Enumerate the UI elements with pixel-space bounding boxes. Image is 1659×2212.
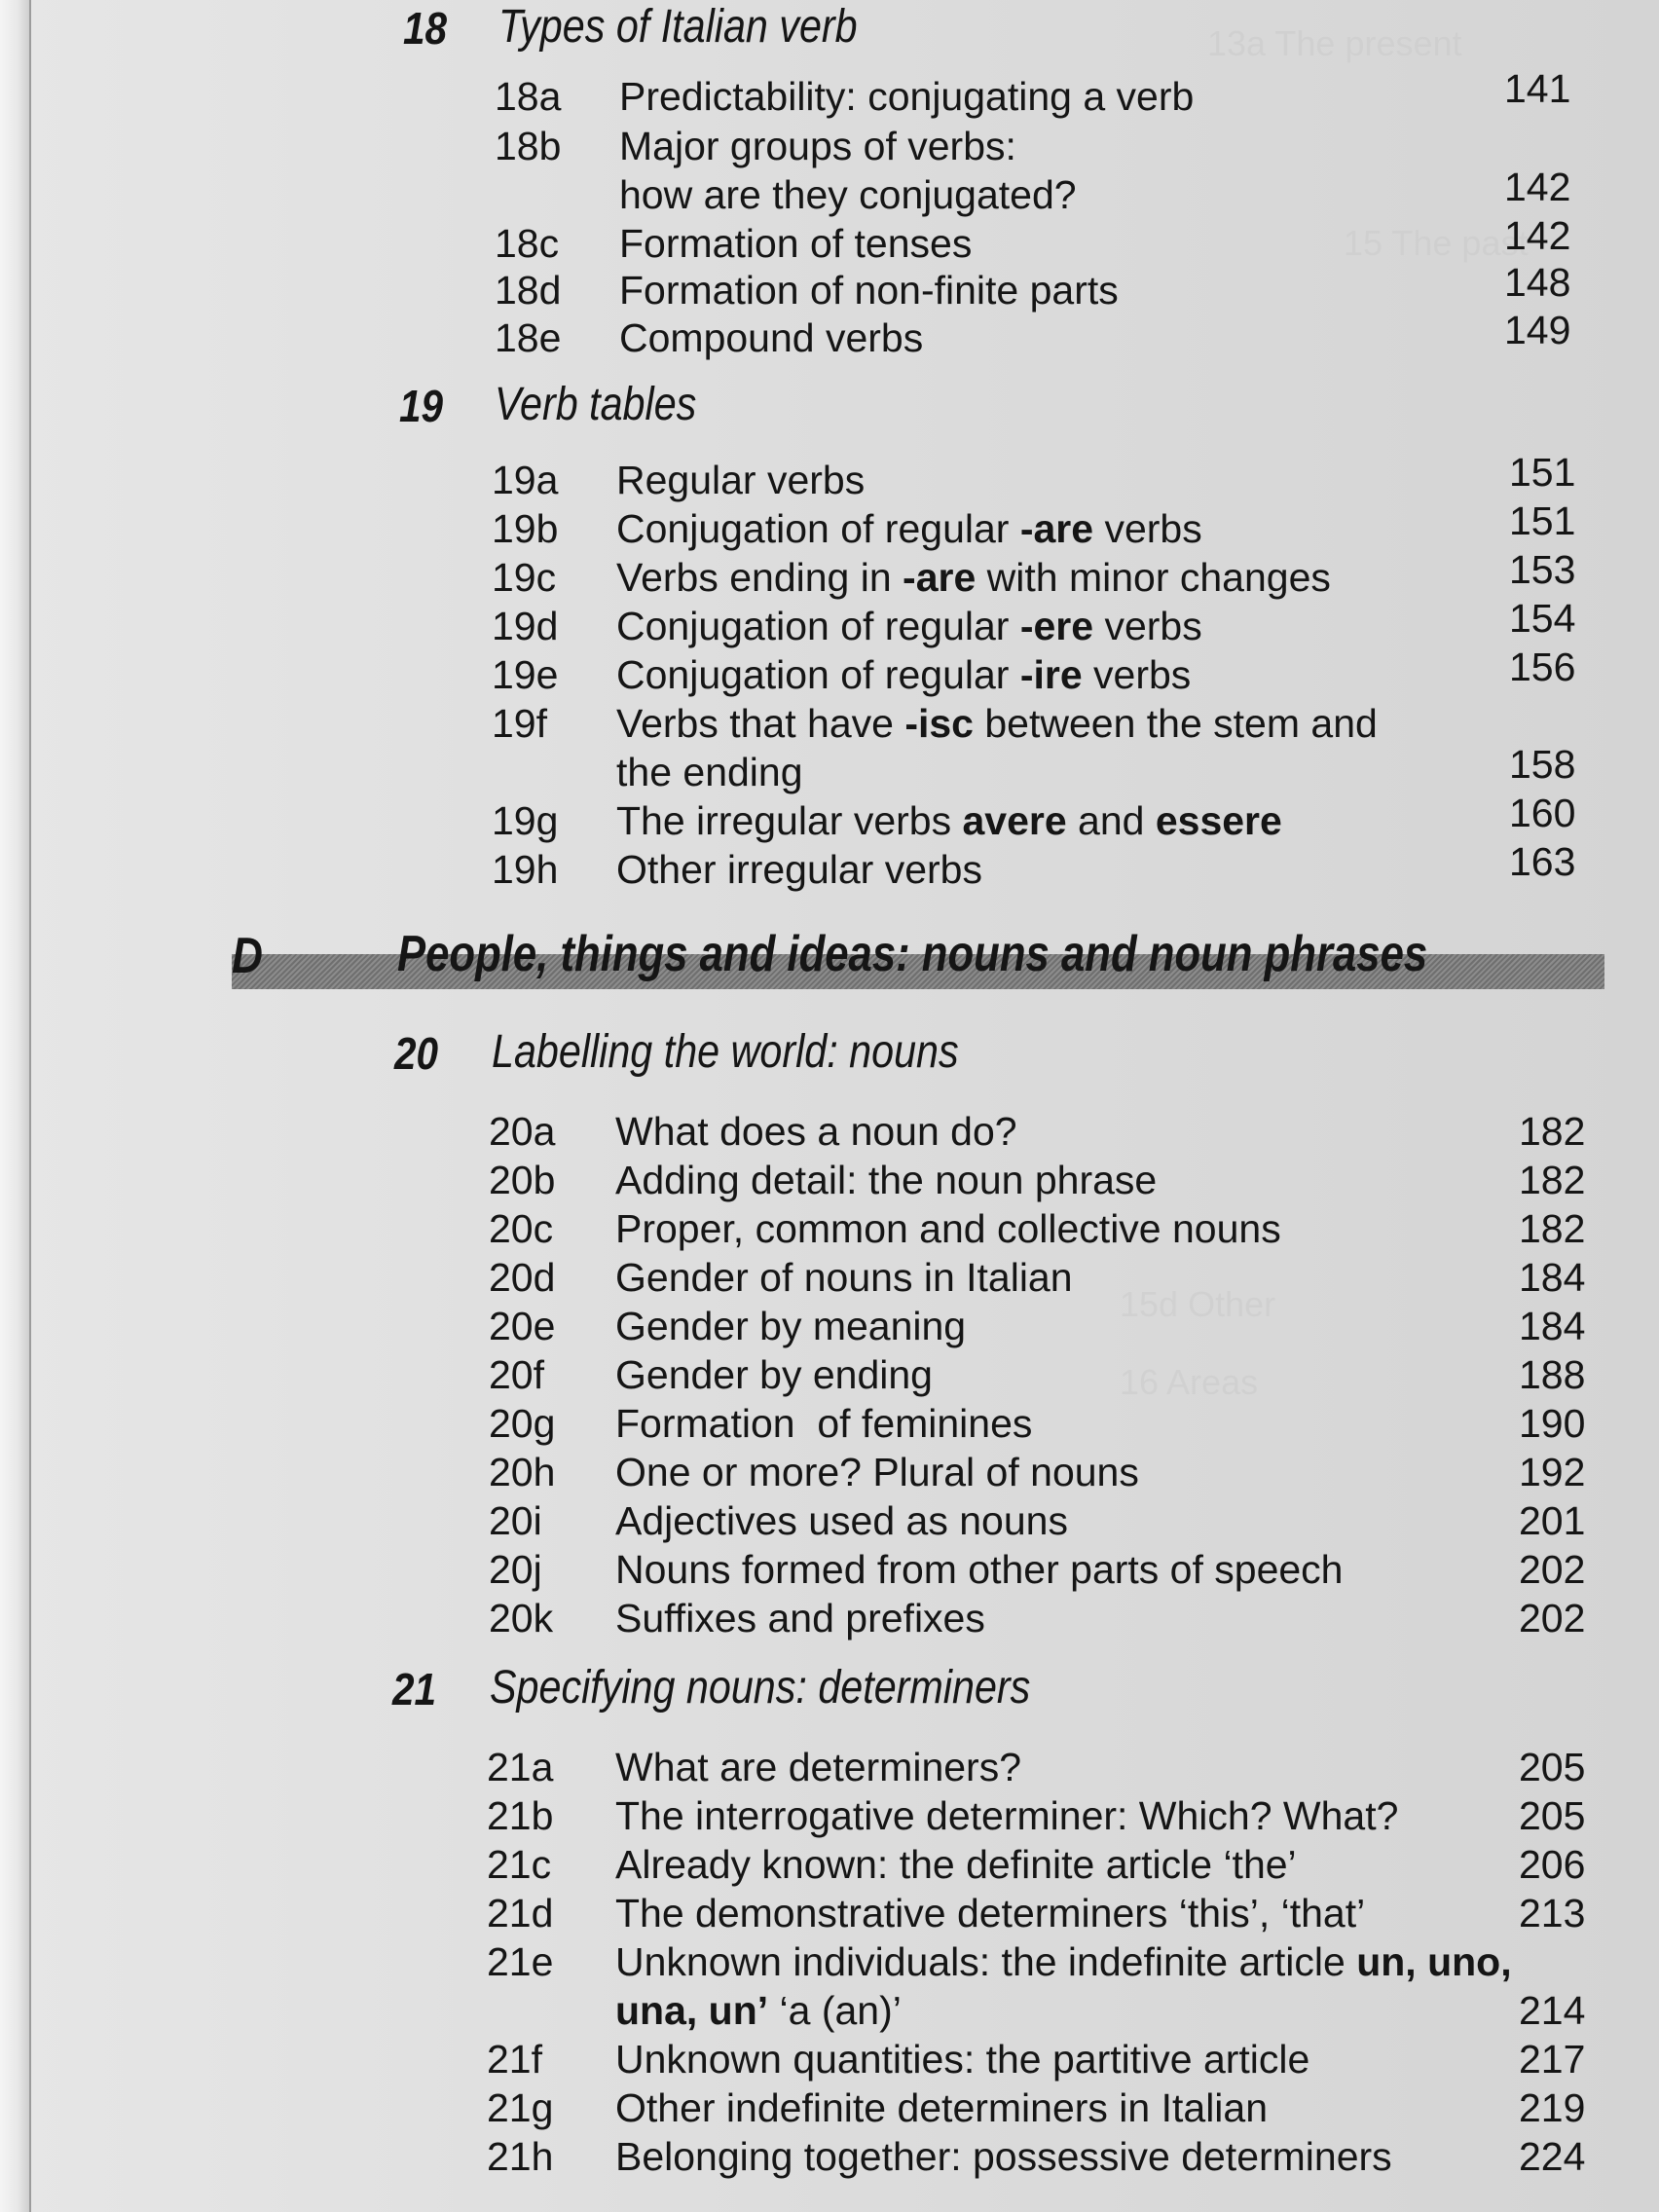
entry-code: 20d (489, 1255, 556, 1300)
entry-code: 20e (489, 1304, 556, 1348)
entry-code: 20j (489, 1547, 542, 1592)
show-through-text: 15 The past (1344, 223, 1529, 263)
section-letter: D (232, 928, 263, 984)
page-edge (0, 0, 31, 2212)
entry-title: Major groups of verbs: (619, 124, 1016, 168)
show-through-text: 15d Other (1120, 1284, 1276, 1324)
entry-page: 184 (1519, 1255, 1586, 1300)
entry-title: Adding detail: the noun phrase (615, 1158, 1158, 1202)
entry-title: Compound verbs (619, 315, 924, 360)
entry-title: Gender by ending (615, 1352, 933, 1397)
entry-title: Gender of nouns in Italian (615, 1255, 1073, 1300)
entry-code: 19a (492, 458, 559, 502)
entry-title: Unknown quantities: the partitive article (615, 2037, 1310, 2082)
chapter-number: 20 (394, 1028, 439, 1079)
entry-title: Proper, common and collective nouns (615, 1206, 1281, 1251)
entry-code: 20b (489, 1158, 556, 1202)
entry-page: 149 (1504, 308, 1571, 352)
entry-code: 18e (495, 315, 562, 360)
entry-page: 188 (1519, 1352, 1586, 1397)
entry-title: The irregular verbs avere and essere (616, 798, 1282, 843)
entry-code: 19f (492, 701, 547, 746)
entry-title: The interrogative determiner: Which? What? (615, 1793, 1399, 1838)
entry-title-continued: the ending (616, 750, 803, 794)
entry-page: 158 (1509, 742, 1576, 787)
entry-page: 182 (1519, 1206, 1586, 1251)
entry-page: 151 (1509, 450, 1576, 495)
entry-page: 142 (1504, 165, 1571, 209)
entry-title: Nouns formed from other parts of speech (615, 1547, 1344, 1592)
entry-page: 154 (1509, 596, 1576, 641)
entry-title: What are determiners? (615, 1745, 1022, 1789)
entry-title: Conjugation of regular -are verbs (616, 506, 1202, 551)
entry-code: 19h (492, 847, 559, 892)
entry-title: Unknown individuals: the indefinite article un, uno, (615, 1939, 1512, 1984)
entry-title: Belonging together: possessive determiners (615, 2134, 1392, 2179)
entry-page: 151 (1509, 498, 1576, 543)
entry-code: 19b (492, 506, 559, 551)
chapter-title: Verb tables (495, 379, 697, 430)
chapter-title: Types of Italian verb (498, 1, 858, 53)
entry-code: 21e (487, 1939, 554, 1984)
entry-page: 224 (1519, 2134, 1586, 2179)
entry-page: 156 (1509, 645, 1576, 689)
entry-code: 21b (487, 1793, 554, 1838)
entry-code: 21h (487, 2134, 554, 2179)
entry-page: 213 (1519, 1891, 1586, 1936)
entry-code: 20a (489, 1109, 556, 1154)
entry-title: Formation of tenses (619, 221, 973, 266)
entry-code: 21c (487, 1842, 552, 1887)
entry-page: 182 (1519, 1158, 1586, 1202)
entry-code: 18c (495, 221, 560, 266)
show-through-text: 16 Areas (1120, 1362, 1259, 1402)
entry-page: 206 (1519, 1842, 1586, 1887)
entry-page: 182 (1519, 1109, 1586, 1154)
entry-title: One or more? Plural of nouns (615, 1450, 1139, 1494)
entry-page: 219 (1519, 2085, 1586, 2130)
entry-code: 18d (495, 268, 562, 313)
entry-page: 202 (1519, 1596, 1586, 1641)
entry-title: Adjectives used as nouns (615, 1498, 1068, 1543)
entry-code: 21a (487, 1745, 554, 1789)
entry-page: 202 (1519, 1547, 1586, 1592)
entry-title: What does a noun do? (615, 1109, 1017, 1154)
entry-title: Other indefinite determiners in Italian (615, 2085, 1269, 2130)
entry-page: 201 (1519, 1498, 1586, 1543)
entry-code: 19c (492, 555, 557, 600)
entry-code: 19g (492, 798, 559, 843)
entry-code: 20i (489, 1498, 542, 1543)
entry-page: 163 (1509, 839, 1576, 884)
entry-code: 20g (489, 1401, 556, 1446)
entry-code: 21f (487, 2037, 542, 2082)
entry-title: Other irregular verbs (616, 847, 982, 892)
entry-title: Formation of non-finite parts (619, 268, 1119, 313)
entry-code: 20k (489, 1596, 554, 1641)
entry-page: 192 (1519, 1450, 1586, 1494)
entry-title: Conjugation of regular -ire verbs (616, 652, 1192, 697)
entry-title: Conjugation of regular -ere verbs (616, 604, 1202, 648)
show-through-text: 13a The present (1207, 23, 1462, 63)
entry-title: Regular verbs (616, 458, 866, 502)
entry-page: 160 (1509, 791, 1576, 835)
entry-title: Predictability: conjugating a verb (619, 74, 1195, 119)
entry-page: 217 (1519, 2037, 1586, 2082)
entry-code: 18b (495, 124, 562, 168)
entry-title-continued: how are they conjugated? (619, 172, 1077, 217)
entry-page: 205 (1519, 1745, 1586, 1789)
entry-title: Suffixes and prefixes (615, 1596, 985, 1641)
chapter-title: Specifying nouns: determiners (490, 1662, 1031, 1714)
entry-title-continued: una, un’ ‘a (an)’ (615, 1988, 902, 2033)
section-title: People, things and ideas: nouns and noun phrases (397, 926, 1428, 982)
entry-page: 190 (1519, 1401, 1586, 1446)
entry-title: The demonstrative determiners ‘this’, ‘that’ (615, 1891, 1366, 1936)
entry-page: 184 (1519, 1304, 1586, 1348)
chapter-number: 21 (392, 1664, 437, 1714)
entry-page: 214 (1519, 1988, 1586, 2033)
entry-page: 205 (1519, 1793, 1586, 1838)
entry-code: 18a (495, 74, 562, 119)
entry-page: 153 (1509, 547, 1576, 592)
entry-page: 148 (1504, 260, 1571, 305)
entry-page: 141 (1504, 66, 1571, 111)
entry-code: 21g (487, 2085, 554, 2130)
entry-code: 20c (489, 1206, 554, 1251)
entry-code: 21d (487, 1891, 554, 1936)
chapter-number: 19 (399, 381, 444, 431)
entry-code: 19d (492, 604, 559, 648)
entry-page: 142 (1504, 213, 1571, 258)
chapter-title: Labelling the world: nouns (492, 1026, 959, 1078)
entry-code: 20f (489, 1352, 544, 1397)
entry-title: Already known: the definite article ‘the’ (615, 1842, 1297, 1887)
entry-title: Verbs ending in -are with minor changes (616, 555, 1331, 600)
entry-title: Verbs that have -isc between the stem and (616, 701, 1378, 746)
entry-code: 19e (492, 652, 559, 697)
entry-title: Gender by meaning (615, 1304, 967, 1348)
chapter-number: 18 (403, 3, 448, 54)
entry-code: 20h (489, 1450, 556, 1494)
entry-title: Formation of feminines (615, 1401, 1033, 1446)
